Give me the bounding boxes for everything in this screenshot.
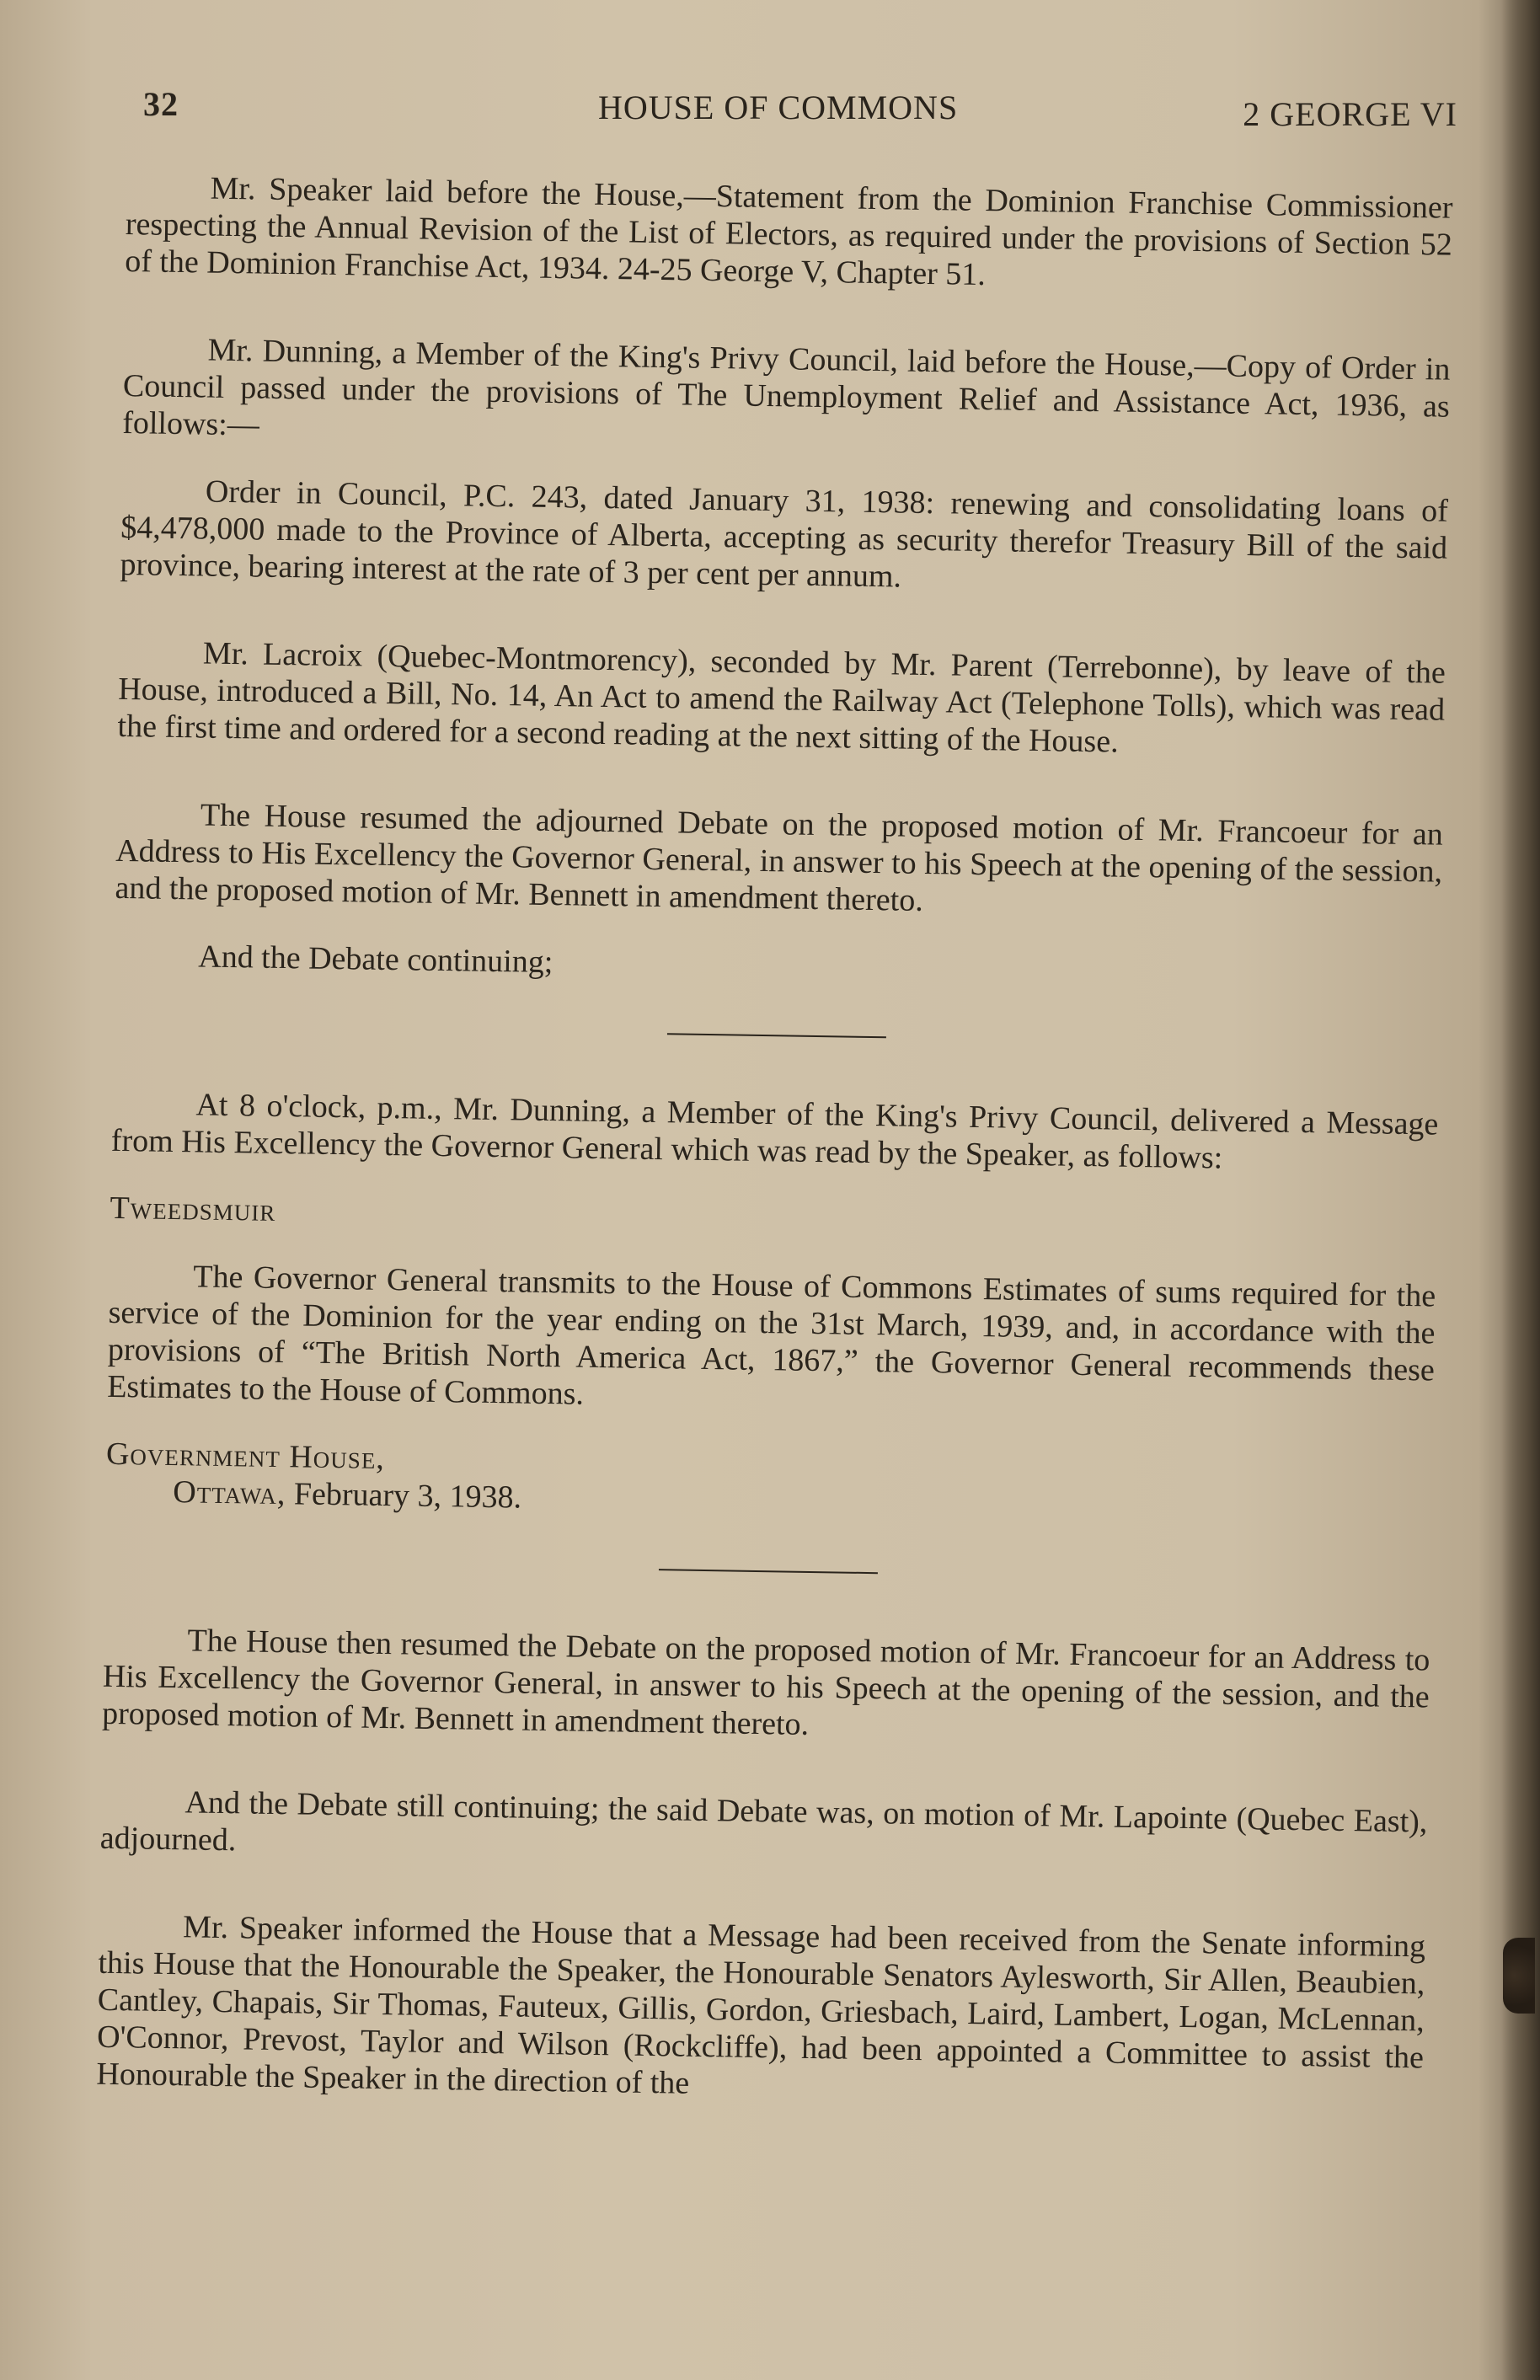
paragraph-franchise-statement: Mr. Speaker laid before the House,—Statement from the Dominion Franchise Commissioner respecting the Annual Revision of the List of Electors, as required under the provisions of Section 52 of the Dominion Franchise Act, 1934. 24-25 George V, Chapter 51. [124, 170, 1453, 293]
section-divider-2 [658, 1569, 877, 1574]
paragraph-debate-continuing: And the Debate continuing; [197, 939, 553, 981]
journal-body [96, 168, 1453, 2113]
section-divider [666, 1033, 885, 1038]
place-city: Ottawa, [172, 1474, 286, 1512]
paragraph-debate-resumed-again: The House then resumed the Debate on the proposed motion of Mr. Francoeur for an Address to His Excellency the Governor General, in answer to his Speech at the opening of the session, and the proposed motion of Mr. Bennett in amendment thereto. [101, 1623, 1430, 1742]
page-number: 32 [143, 85, 179, 123]
signature-tweedsmuir: Tweedsmuir [110, 1190, 276, 1228]
paragraph-message-delivered: At 8 o'clock, p.m., Mr. Dunning, a Member of the King's Privy Council, delivered a Message from His Excellency the Governor General which was read by the Speaker, as follows: [110, 1087, 1439, 1176]
paragraph-estimates-message: The Governor General transmits to the House of Commons Estimates of sums required for the service of the Dominion for the year ending on the 31st March, 1939, and, in accordance with the provisions of “The British North America Act, 1867,” the Governor General recommends these Estimates to the House of Commons. [106, 1259, 1436, 1412]
paragraph-debate-adjourned: And the Debate still continuing; the said Debate was, on motion of Mr. Lapointe (Quebec East), adjourned. [99, 1784, 1428, 1859]
message-date: February 3, 1938. [286, 1476, 522, 1516]
paragraph-order-in-council-intro: Mr. Dunning, a Member of the King's Privy Council, laid before the House,—Copy of Order in Council passed under the provisions of The Unemployment Relief and Assistance Act, 1936, as follows:— [121, 332, 1451, 443]
paragraph-bill-introduction: Mr. Lacroix (Quebec-Montmorency), seconded by Mr. Parent (Terrebonne), by leave of the House, introduced a Bill, No. 14, An Act to amend the Railway Act (Telephone Tolls), which was read the first time and ordered for a second reading at the next sitting of the House. [117, 635, 1446, 760]
binder-clip [1503, 1938, 1535, 2014]
regnal-year: 2 GEORGE VI [1243, 95, 1457, 133]
book-spine-shadow [1501, 0, 1540, 2380]
paragraph-order-in-council: Order in Council, P.C. 243, dated January 31, 1938: renewing and consolidating loans of $4,478,000 made to the Province of Alberta, accepting as security therefor Treasury Bill of the said province, bearing interest at the rate of 3 per cent per annum. [120, 473, 1449, 595]
paragraph-debate-resumed: The House resumed the adjourned Debate on the proposed motion of Mr. Francoeur for an Address to His Excellency the Governor General, in answer to his Speech at the opening of the session, and the proposed motion of Mr. Bennett in amendment thereto. [115, 797, 1444, 918]
header-title: HOUSE OF COMMONS [598, 88, 959, 126]
running-header [143, 84, 1457, 135]
place-government-house: Government House, [105, 1436, 386, 1477]
paragraph-senate-message: Mr. Speaker informed the House that a Message had been received from the Senate informing this House that the Honourable the Speaker, the Honourable Senators Aylesworth, Sir Allen, Beaubien, Cantley, Chapais, Sir Thomas, Fauteux, Gillis, Gordon, Griesbach, Laird, Lambert, Logan, McLennan, O'Connor, Prevost, Taylor and Wilson (Rockcliffe), had been appointed a Committee to assist the Honourable the Speaker in the direction of the [96, 1909, 1426, 2101]
